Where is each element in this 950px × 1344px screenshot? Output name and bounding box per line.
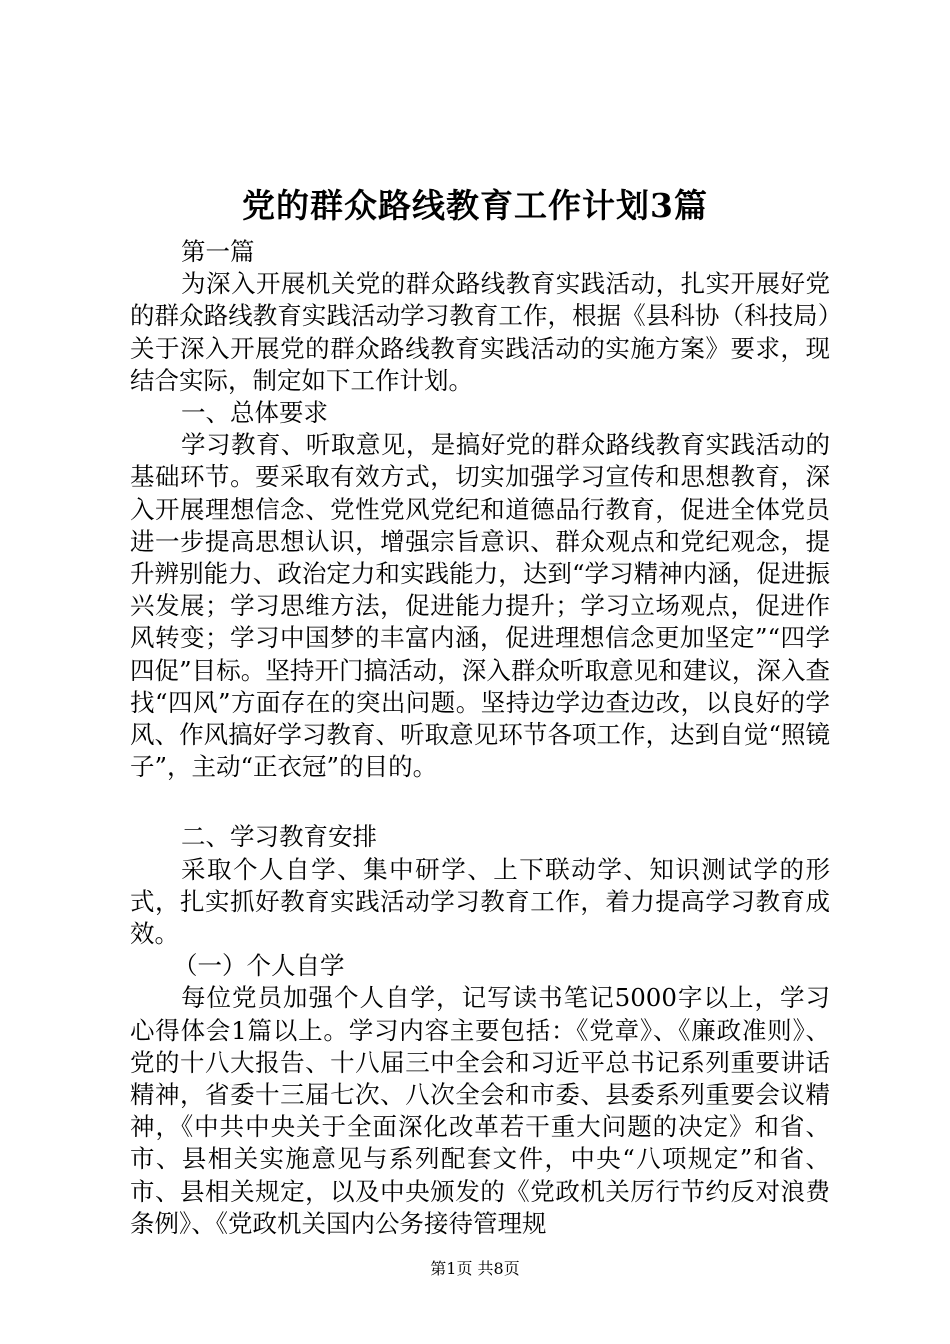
paragraph-spacer bbox=[130, 783, 830, 821]
study-arrangement-paragraph: 采取个人自学、集中研学、上下联动学、知识测试学的形式，扎实抓好教育实践活动学习教育工作，着力提高学习教育成效。 bbox=[130, 854, 830, 949]
self-study-paragraph: 每位党员加强个人自学，记写读书笔记5000字以上，学习心得体会1篇以上。学习内容主要包括：《党章》、《廉政准则》、党的十八大报告、十八届三中全会和习近平总书记系列重要讲话精神，省委十三届七次、八次全会和市委、县委系列重要会议精神，《中共中央关于全面深化改革若干重大问题的决定》和省、市、县相关实施意见与系列配套文件，中央“八项规定”和省、市、县相关规定，以及中央颁发的《党政机关厉行节约反对浪费条例》、《党政机关国内公务接待管理规 bbox=[130, 983, 830, 1238]
general-requirements-paragraph: 学习教育、听取意见，是搞好党的群众路线教育实践活动的基础环节。要采取有效方式，切实加强学习宣传和思想教育，深入开展理想信念、党性党风党纪和道德品行教育，促进全体党员进一步提高思想认识，增强宗旨意识、群众观点和党纪观念，提升辨别能力、政治定力和实践能力，达到“学习精神内涵，促进振兴发展；学习思维方法，促进能力提升；学习立场观点，促进作风转变；学习中国梦的丰富内涵，促进理想信念更加坚定”“四学四促”目标。坚持开门搞活动，深入群众听取意见和建议，深入查找“四风”方面存在的突出问题。坚持边学边查边改，以良好的学风、作风搞好学习教育、听取意见环节各项工作，达到自觉“照镜子”，主动“正衣冠”的目的。 bbox=[130, 430, 830, 782]
document-body bbox=[130, 236, 830, 1240]
section-label: 第一篇 bbox=[181, 237, 255, 266]
heading-general-requirements: 一、总体要求 bbox=[181, 398, 328, 428]
intro-paragraph: 为深入开展机关党的群众路线教育实践活动，扎实开展好党的群众路线教育实践活动学习教育工作，根据《县科协（科技局）关于深入开展党的群众路线教育实践活动的实施方案》要求，现结合实际，制定如下工作计划。 bbox=[130, 269, 830, 395]
document-title: 党的群众路线教育工作计划3篇 bbox=[242, 186, 708, 225]
heading-self-study: （一）个人自学 bbox=[173, 951, 345, 981]
page-number: 第1页 共8页 bbox=[430, 1259, 520, 1278]
heading-study-arrangement: 二、学习教育安排 bbox=[181, 822, 377, 852]
